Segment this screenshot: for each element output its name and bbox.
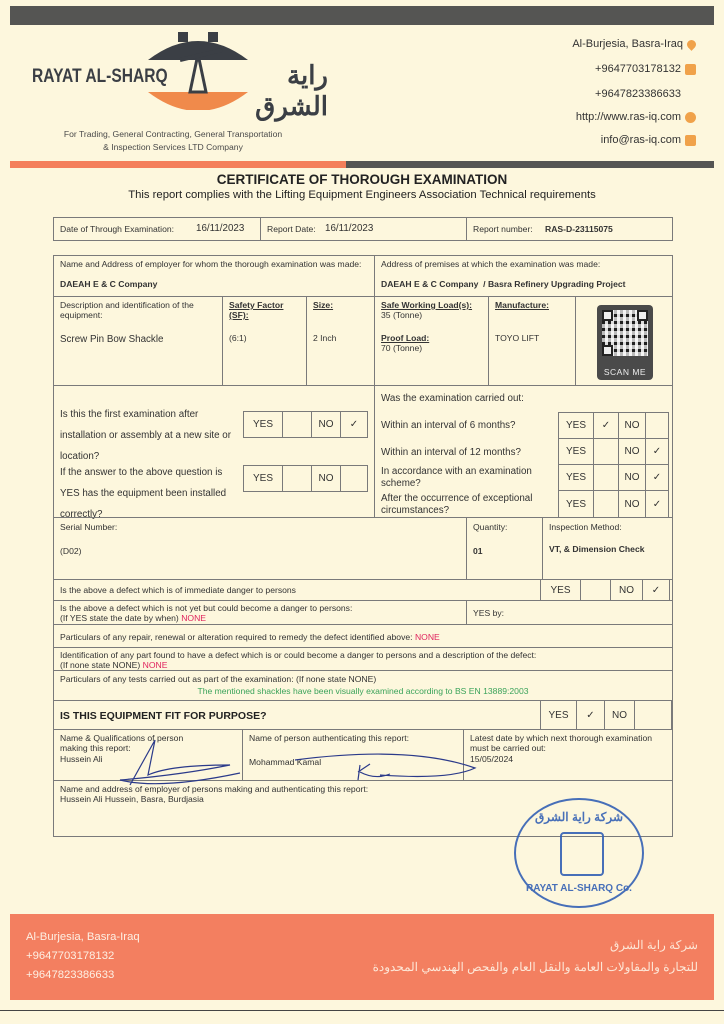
qr-finder <box>602 310 613 321</box>
yes-checkbox[interactable] <box>580 579 611 601</box>
repair-row <box>53 624 673 648</box>
no-label: NO <box>618 412 646 439</box>
no-label: NO <box>610 579 643 601</box>
contact-address <box>436 38 696 50</box>
yes-checkbox[interactable] <box>593 464 619 491</box>
future-danger-value: NONE <box>181 613 207 623</box>
footer-arabic <box>373 934 698 978</box>
tests-value: The mentioned shackles have been visually examined according to BS EN 13889:2003 <box>197 686 529 696</box>
signature-hussein <box>100 735 250 805</box>
employer-cell <box>53 255 375 297</box>
repair-label: Particulars of any repair, renewal or alteration required to remedy the defect identified above: <box>60 632 413 642</box>
report-date-value: 16/11/2023 <box>325 223 374 234</box>
contact-phone-1-text: +9647703178132 <box>595 63 681 75</box>
contact-email[interactable] <box>436 134 696 146</box>
qr-code[interactable] <box>597 305 653 380</box>
brand-name-en: RAYAT AL-SHARQ <box>32 66 168 87</box>
report-number-cell <box>466 217 673 241</box>
serial-number-cell <box>53 517 467 580</box>
report-number-value: RAS-D-23115075 <box>545 224 613 234</box>
footer-band <box>10 914 714 1000</box>
quantity-value: 01 <box>473 546 483 556</box>
scan-me-label: SCAN ME <box>603 367 647 377</box>
serial-number-value: (D02) <box>60 546 82 556</box>
interval-6-months-question: Within an interval of 6 months? <box>381 420 516 431</box>
next-exam-cell <box>463 729 673 781</box>
defect-identification-label: Identification of any part found to have a defect which is or could become a danger to persons and a description of the defect: <box>60 650 537 660</box>
no-label: NO <box>311 465 341 492</box>
equipment-desc-cell <box>53 296 223 386</box>
yes-label: YES <box>540 700 577 730</box>
defect-identification-hint: (If none state NONE) <box>60 660 141 670</box>
certificate-subtitle: This report complies with the Lifting Equipment Engineers Association Technical requirements <box>128 189 596 201</box>
no-checkbox[interactable]: ✓ <box>645 490 669 518</box>
load-cell <box>374 296 489 386</box>
safety-factor-label: Safety Factor (SF): <box>229 300 284 320</box>
report-maker-label: Name & Qualifications of person making this report: <box>60 733 184 753</box>
no-checkbox[interactable]: ✓ <box>645 438 669 465</box>
next-exam-value: 15/05/2024 <box>470 754 514 764</box>
proof-load-value: 70 (Tonne) <box>381 343 423 353</box>
equipment-desc-value: Screw Pin Bow Shackle <box>60 334 164 345</box>
inspection-method-label: Inspection Method: <box>549 522 622 532</box>
tests-row <box>53 670 673 701</box>
yes-checkbox[interactable]: ✓ <box>593 412 619 439</box>
no-label: NO <box>604 700 635 730</box>
installed-correctly-question: If the answer to the above question is YES has the equipment been installed correctly? <box>60 467 227 520</box>
yes-checkbox[interactable] <box>593 490 619 518</box>
yes-checkbox[interactable]: ✓ <box>576 700 605 730</box>
serial-number-label: Serial Number: <box>60 522 118 532</box>
footer-address: Al-Burjesia, Basra-Iraq <box>26 931 140 943</box>
exam-carried-out-label: Was the examination carried out: <box>381 393 524 404</box>
signature-mohammad <box>290 750 490 790</box>
repair-value: NONE <box>414 632 440 642</box>
stamp-arabic-text: شركة راية الشرق <box>534 810 624 824</box>
header-top-bar <box>10 6 714 25</box>
header-divider-orange <box>10 161 346 168</box>
footer-arabic-line-1: شركة راية الشرق <box>609 938 698 952</box>
first-exam-question: Is this the first examination after installation or assembly at a new site or location? <box>60 409 231 462</box>
manufacture-label: Manufacture: <box>495 300 549 310</box>
installed-correctly-answer <box>244 465 368 492</box>
size-value: 2 Inch <box>313 333 337 343</box>
yes-checkbox[interactable] <box>593 438 619 465</box>
immediate-danger-answer <box>541 579 670 601</box>
inspection-method-cell <box>542 517 673 580</box>
header-divider-gray <box>346 161 714 168</box>
manufacture-value: TOYO LIFT <box>495 333 540 343</box>
no-checkbox[interactable]: ✓ <box>645 464 669 491</box>
interval-12-months-answer <box>559 438 669 465</box>
employer-label: Name and Address of employer for whom the thorough examination was made: <box>60 259 362 269</box>
yes-label: YES <box>558 438 594 465</box>
quantity-cell <box>466 517 543 580</box>
proof-load-label: Proof Load: <box>381 333 430 343</box>
company-logo <box>28 30 328 150</box>
employer-of-persons-label: Name and address of employer of persons making and authenticating this report: <box>60 784 369 794</box>
contact-phone-2 <box>421 88 681 100</box>
first-exam-questions-cell <box>53 385 375 518</box>
premises-cell <box>374 255 673 297</box>
swl-value: 35 (Tonne) <box>381 310 423 320</box>
footer-contacts <box>26 928 140 985</box>
exam-scheme-answer <box>559 464 669 491</box>
report-maker-value: Hussein Ali <box>60 754 103 764</box>
no-label: NO <box>618 438 646 465</box>
first-exam-answer <box>244 411 368 438</box>
interval-6-months-answer <box>559 412 669 439</box>
footer-arabic-line-2: للتجارة والمقاولات العامة والنقل العام والفحص الهندسي المحدودة <box>372 960 698 974</box>
contact-phone-2-text: +9647823386633 <box>595 88 681 100</box>
defect-identification-row <box>53 647 673 671</box>
size-label: Size: <box>313 300 334 310</box>
premises-label: Address of premises at which the examination was made: <box>381 259 601 269</box>
manufacture-cell <box>488 296 576 386</box>
yes-by-label: YES by: <box>473 608 505 618</box>
yes-checkbox[interactable] <box>282 465 312 492</box>
no-checkbox[interactable]: ✓ <box>340 411 368 438</box>
report-date-label: Report Date: <box>267 224 316 234</box>
safety-factor-cell <box>222 296 307 386</box>
yes-label: YES <box>540 579 581 601</box>
interval-12-months-question: Within an interval of 12 months? <box>381 447 521 458</box>
exceptional-circumstances-question: After the occurrence of exceptional circumstances? <box>381 493 533 516</box>
contact-phone-1 <box>436 63 696 75</box>
company-tagline <box>28 128 318 154</box>
employer-value: DAEAH E & C Company <box>60 279 158 289</box>
brand-name-ar: راية الشرق <box>255 60 328 121</box>
next-exam-label: Latest date by which next thorough examination must be carried out: <box>470 733 653 753</box>
fit-for-purpose-answer <box>541 700 672 730</box>
yes-by-cell <box>466 600 673 625</box>
qr-finder <box>637 310 648 321</box>
no-label: NO <box>618 490 646 518</box>
authenticator-value: Mohammad Kamal <box>249 757 322 767</box>
yes-label: YES <box>558 412 594 439</box>
no-checkbox[interactable] <box>634 700 672 730</box>
safety-factor-value: (6:1) <box>229 333 247 343</box>
exam-date-value: 16/11/2023 <box>196 223 245 234</box>
exam-date-label: Date of Through Examination: <box>60 224 175 234</box>
authenticator-label: Name of person authenticating this report: <box>249 733 410 743</box>
contact-website[interactable] <box>436 111 696 123</box>
equipment-desc-label: Description and identification of the equipment: <box>60 300 194 320</box>
quantity-label: Quantity: <box>473 522 508 532</box>
exam-scheme-question: In accordance with an examination scheme? <box>381 466 532 489</box>
tagline-line-1: For Trading, General Contracting, General Transportation <box>63 129 283 139</box>
email-link[interactable]: info@ras-iq.com <box>600 134 681 146</box>
tagline-line-2: & Inspection Services LTD Company <box>103 142 243 152</box>
globe-icon <box>685 112 696 123</box>
website-link[interactable]: http://www.ras-iq.com <box>575 111 681 123</box>
immediate-danger-label: Is the above a defect which is of immediate danger to persons <box>60 585 296 595</box>
tests-label: Particulars of any tests carried out as part of the examination: (If none state NONE) <box>60 674 377 684</box>
no-checkbox[interactable] <box>645 412 669 439</box>
future-danger-cell <box>53 600 467 625</box>
no-checkbox[interactable] <box>340 465 368 492</box>
contact-address-text: Al-Burjesia, Basra-Iraq <box>572 38 683 50</box>
stamp-derrick-icon <box>560 832 604 876</box>
yes-label: YES <box>558 464 594 491</box>
defect-identification-value: NONE <box>142 660 168 670</box>
bottom-rule <box>0 1010 724 1011</box>
future-danger-label: Is the above a defect which is not yet but could become a danger to persons: <box>60 603 353 613</box>
yes-label: YES <box>558 490 594 518</box>
yes-label: YES <box>243 465 283 492</box>
yes-label: YES <box>243 411 283 438</box>
footer-phone-1: +9647703178132 <box>26 950 115 962</box>
report-date-cell <box>260 217 467 241</box>
no-label: NO <box>311 411 341 438</box>
report-number-label: Report number: <box>473 224 533 234</box>
company-stamp <box>514 798 644 908</box>
mail-icon <box>685 135 696 146</box>
location-pin-icon <box>685 38 698 51</box>
no-checkbox[interactable]: ✓ <box>642 579 670 601</box>
fit-for-purpose-label: IS THIS EQUIPMENT FIT FOR PURPOSE? <box>60 710 267 722</box>
stamp-english-text: RAYAT AL-SHARQ Co. <box>526 883 632 894</box>
swl-label: Safe Working Load(s): <box>381 300 473 310</box>
future-danger-hint: (If YES state the date by when) <box>60 613 179 623</box>
exam-date-cell <box>53 217 261 241</box>
employer-of-persons-value: Hussein Ali Hussein, Basra, Burdjasia <box>60 794 204 804</box>
no-label: NO <box>618 464 646 491</box>
yes-checkbox[interactable] <box>282 411 312 438</box>
footer-phone-2: +9647823386633 <box>26 969 115 981</box>
size-cell <box>306 296 375 386</box>
phone-icon <box>685 64 696 75</box>
premises-value: DAEAH E & C Company / Basra Refinery Upgrading Project <box>381 279 626 289</box>
qr-finder <box>602 345 613 356</box>
inspection-method-value: VT, & Dimension Check <box>549 544 645 554</box>
exceptional-circumstances-answer <box>559 490 669 518</box>
certificate-title: CERTIFICATE OF THOROUGH EXAMINATION <box>216 172 508 187</box>
